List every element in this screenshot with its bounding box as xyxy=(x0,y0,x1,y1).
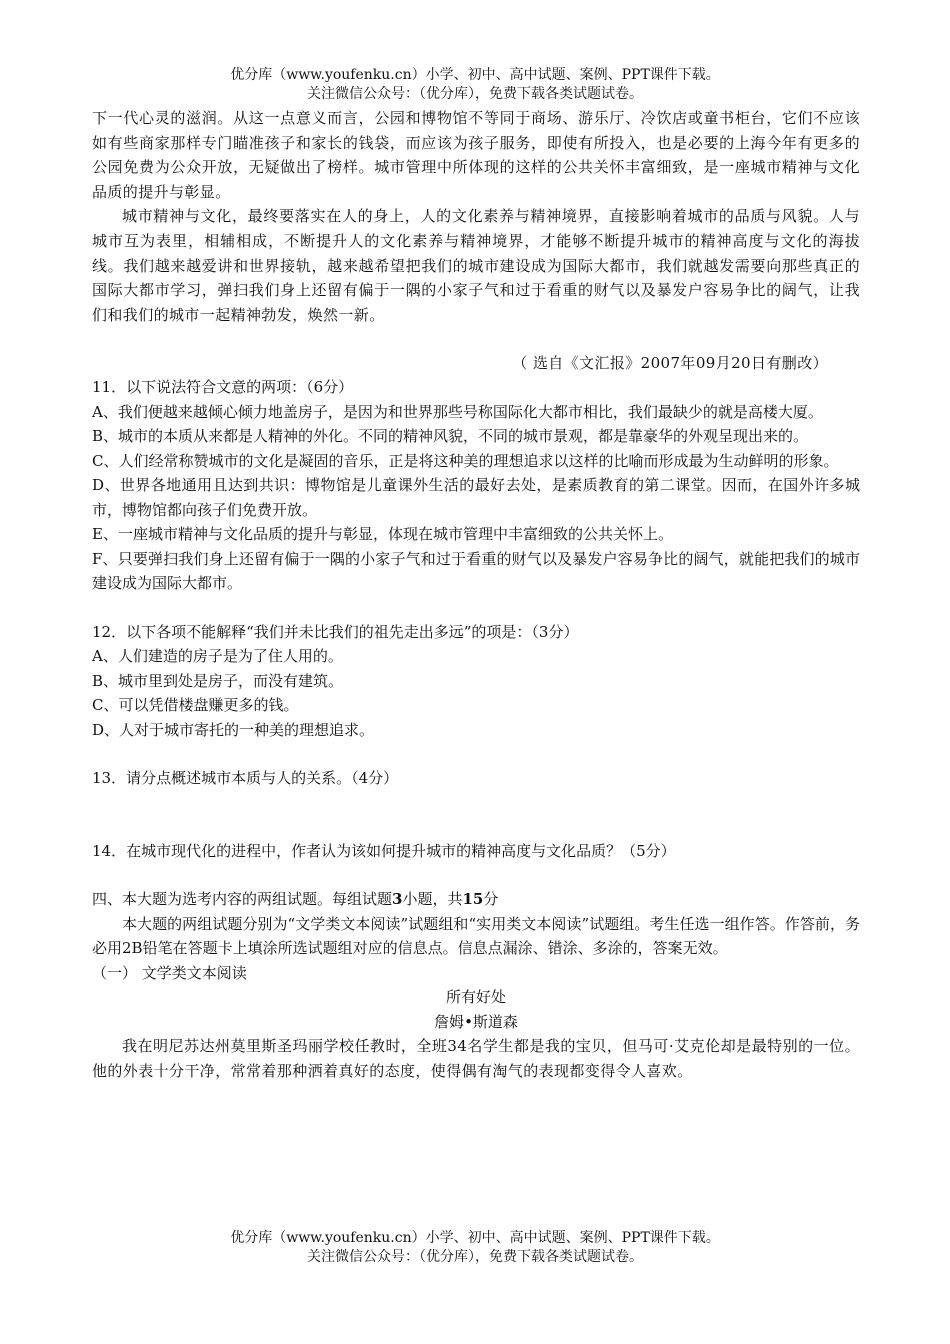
question-11-option-a: A、我们便越来越倾心倾力地盖房子，是因为和世界那些号称国际化大都市相比，我们最缺少的就是高楼大厦。 xyxy=(92,402,823,421)
header-line-1: 优分库（www.youfenku.cn）小学、初中、高中试题、案例、PPT课件下载。 xyxy=(230,67,720,83)
document-body xyxy=(92,106,860,1084)
question-12-option-c: C、可以凭借楼盘赚更多的钱。 xyxy=(92,696,299,715)
passage-paragraph-2: 城市精神与文化，最终要落实在人的身上，人的文化素养与精神境界，直接影响着城市的品质与风貌。人与城市互为表里，相辅相成，不断提升人的文化素养与精神境界，才能够不断提升城市的精神高度与文化的海拔线。我们越来越爱讲和世界接轨，越来越希望把我们的城市建设成为国际大都市，我们就越发需要向那些真正的国际大都市学习，弹扫我们身上还留有偏于一隅的小家子气和过于看重的财气以及暴发户容易争比的阔气，让我们和我们的城市一起精神勃发，焕然一新。 xyxy=(92,207,860,324)
story-author: 詹姆•斯道森 xyxy=(434,1012,518,1031)
question-12-option-b: B、城市里到处是房子，而没有建筑。 xyxy=(92,671,344,690)
story-paragraph-1: 我在明尼苏达州莫里斯圣玛丽学校任教时，全班34名学生都是我的宝贝，但马可·艾克伦却是最特别的一位。他的外表十分干净，常常着那种洒着真好的态度，使得偶有淘气的表现都变得令人喜欢。 xyxy=(92,1037,860,1080)
section-4-sub-heading: （一） 文学类文本阅读 xyxy=(92,963,247,982)
answer-space xyxy=(92,791,860,839)
question-11-option-d: D、世界各地通用且达到共识：博物馆是儿童课外生活的最好去处，是素质教育的第二课堂。因而，在国外许多城市，博物馆都向孩子们免费开放。 xyxy=(92,476,860,519)
header-line-2: 关注微信公众号：（优分库），免费下载各类试题试卷。 xyxy=(307,86,643,102)
question-12-stem: 12．以下各项不能解释“我们并未比我们的祖先走出多远”的项是：（3分） xyxy=(92,622,579,641)
page-header xyxy=(0,66,950,104)
footer-line-2: 关注微信公众号：（优分库），免费下载各类试题试卷。 xyxy=(307,1249,643,1265)
question-11-stem: 11．以下说法符合文意的两项：（6分） xyxy=(92,378,354,397)
section-4-title-count: 3 xyxy=(392,890,403,909)
question-13-stem: 13．请分点概述城市本质与人的关系。（4分） xyxy=(92,769,399,788)
spacer xyxy=(92,596,860,620)
passage-source: （ 选自《文汇报》2007年09月20日有删改） xyxy=(512,354,828,373)
section-4-title-mid: 小题，共 xyxy=(402,890,463,909)
footer-line-1: 优分库（www.youfenku.cn）小学、初中、高中试题、案例、PPT课件下载。 xyxy=(230,1230,720,1246)
question-11-option-f: F、只要弹扫我们身上还留有偏于一隅的小家子气和过于看重的财气以及暴发户容易争比的阔气，就能把我们的城市建设成为国际大都市。 xyxy=(92,549,860,593)
section-4-title-prefix: 四、本大题为选考内容的两组试题。每组试题 xyxy=(92,890,393,909)
question-12-option-a: A、人们建造的房子是为了住人用的。 xyxy=(92,647,343,666)
section-4-title xyxy=(92,887,860,912)
passage-paragraph-1: 下一代心灵的滋润。从这一点意义而言，公园和博物馆不等同于商场、游乐厅、冷饮店或童书柜台，它们不应该如有些商家那样专门瞄准孩子和家长的钱袋，而应该为孩子服务，即使有所投入，也是必要的上海今年有更多的公园免费为公众开放，无疑做出了榜样。城市管理中所体现的这样的公共关怀丰富细致，是一座城市精神与文化品质的提升与彰显。 xyxy=(92,109,860,201)
section-4-instruction: 本大题的两组试题分别为“文学类文本阅读”试题组和“实用类文本阅读”试题组。考生任选一组作答。作答前，务必用2B铅笔在答题卡上填涂所选试题组对应的信息点。信息点漏涂、错涂、多涂的，答案无效。 xyxy=(92,914,860,958)
question-11-option-b: B、城市的本质从来都是人精神的外化。不同的精神风貌，不同的城市景观，都是靠豪华的外观呈现出来的。 xyxy=(92,427,809,446)
page-footer xyxy=(0,1229,950,1267)
question-11-option-c: C、人们经常称赞城市的文化是凝固的音乐，正是将这种美的理想追求以这样的比喻而形成最为生动鲜明的形象。 xyxy=(92,451,839,470)
story-title: 所有好处 xyxy=(445,988,506,1007)
section-4-title-score: 15 xyxy=(462,890,484,909)
spacer xyxy=(92,742,860,766)
spacer xyxy=(92,863,860,887)
question-12-option-d: D、人对于城市寄托的一种美的理想追求。 xyxy=(92,720,375,739)
question-14-stem: 14．在城市现代化的进程中，作者认为该如何提升城市的精神高度与文化品质？（5分） xyxy=(92,841,676,860)
question-11-option-e: E、一座城市精神与文化品质的提升与彰显，体现在城市管理中丰富细致的公共关怀上。 xyxy=(92,525,673,544)
section-4-title-suffix: 分 xyxy=(483,890,499,909)
